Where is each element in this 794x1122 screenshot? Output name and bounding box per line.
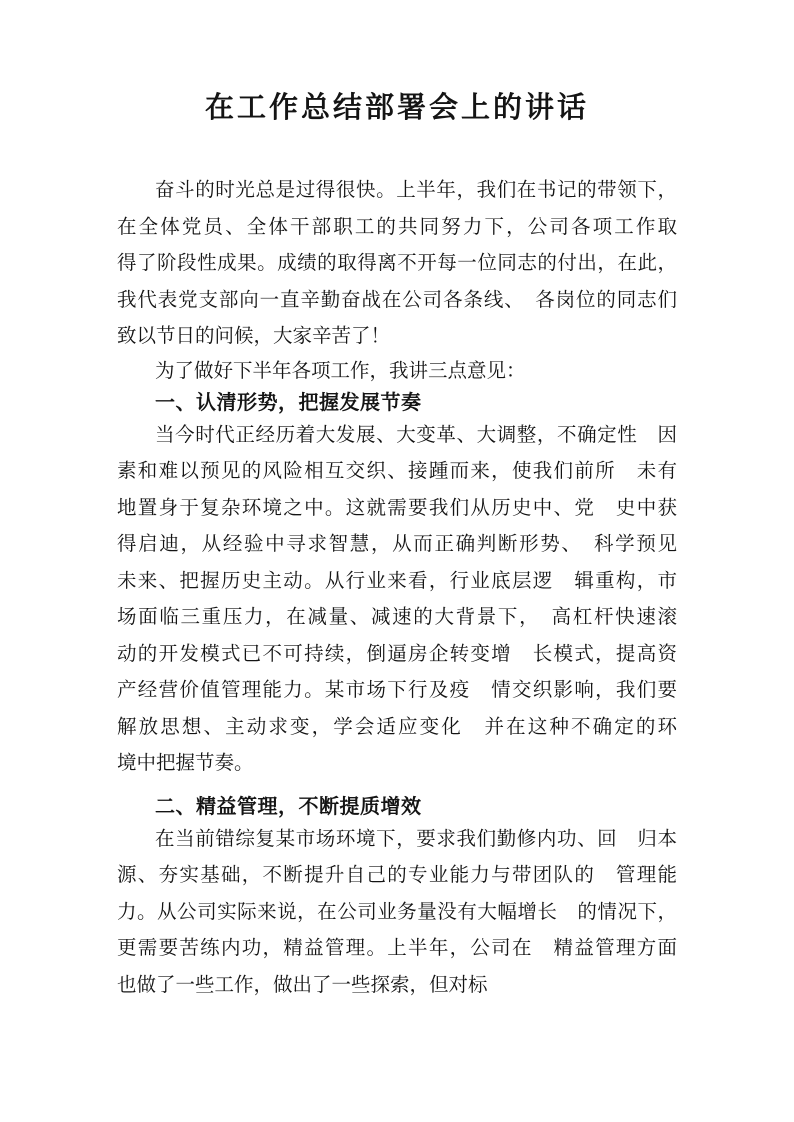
paragraph-line: 产经营价值管理能力。某市场下行及疫 情交织影响，我们要: [117, 678, 677, 701]
paragraph-line: 素和难以预见的风险相互交织、接踵而来，使我们前所 未有: [117, 459, 677, 482]
paragraph-line: 动的开发模式已不可持续，倒逼房企转变增 长模式，提高资: [117, 641, 677, 665]
section-1-paragraph: [117, 417, 677, 782]
paragraph-line: 也做了一些工作，做出了一些探索，但对标: [117, 972, 488, 996]
paragraph-line: 未来、把握历史主动。从行业来看，行业底层逻 辑重构，市: [117, 568, 677, 592]
intro-line: 为了做好下半年各项工作，我讲三点意见：: [155, 358, 526, 382]
paragraph-line: 场面临三重压力，在减量、减速的大背景下， 高杠杆快速滚: [117, 605, 677, 628]
paragraph-line: 力。从公司实际来说，在公司业务量没有大幅增长 的情况下，: [117, 899, 677, 923]
paragraph-line: 更需要苦练内功，精益管理。上半年，公司在 精益管理方面: [117, 936, 677, 959]
paragraph-line: 解放思想、主动求变，学会适应变化 并在这种不确定的环: [117, 714, 677, 738]
paragraph-line: 在当前错综复某市场环境下，要求我们勤修内功、回 归本: [155, 826, 677, 850]
section-heading-1: 一、认清形势，把握发展节奏: [155, 389, 422, 414]
opening-paragraph: [117, 172, 677, 355]
paragraph-line: 奋斗的时光总是过得很快。上半年，我们在书记的带领下，: [155, 178, 677, 201]
paragraph-line: 当今时代正经历着大发展、大变革、大调整，不确定性 因: [155, 422, 677, 446]
paragraph-line: 境中把握节奏。: [117, 751, 254, 774]
paragraph-line: 得了阶段性成果。成绩的取得离不开每一位同志的付出，在此，: [117, 251, 677, 274]
paragraph-line: 在全体党员、全体干部职工的共同努力下，公司各项工作取: [117, 214, 677, 238]
paragraph-line: 得启迪，从经验中寻求智慧，从而正确判断形势、 科学预见: [117, 532, 677, 555]
section-2-paragraph: [117, 821, 677, 1004]
paragraph-line: 我代表党支部向一直辛勤奋战在公司各条线、 各岗位的同志们: [117, 287, 677, 311]
document-title: 在工作总结部署会上的讲话: [204, 90, 589, 124]
paragraph-line: 致以节日的问候，大家辛苦了！: [117, 324, 391, 347]
paragraph-line: 源、夯实基础，不断提升自己的专业能力与带团队的 管理能: [117, 863, 677, 886]
section-heading-2: 二、精益管理，不断提质增效: [155, 793, 422, 818]
paragraph-line: 地置身于复杂环境之中。这就需要我们从历史中、党 史中获: [117, 495, 677, 519]
